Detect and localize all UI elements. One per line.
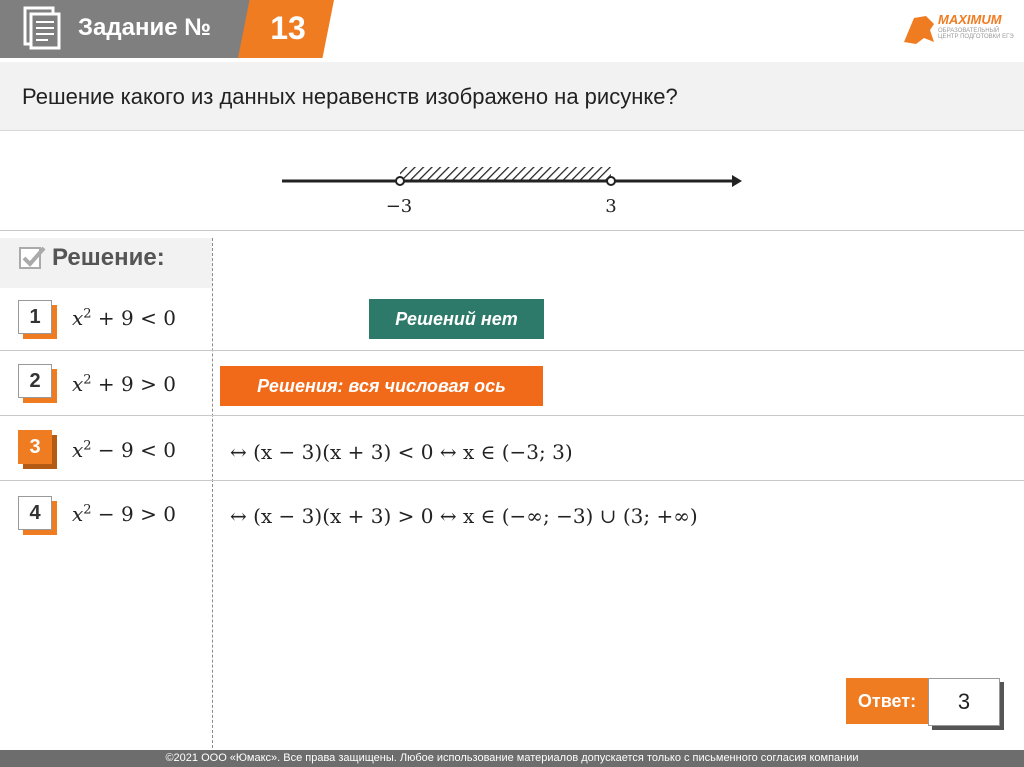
option-2-box[interactable] [18,364,52,398]
row-divider [0,415,1024,416]
option-4-inequality: $x^2 - 9 > 0$ [72,502,176,526]
option-1-box[interactable] [18,300,52,334]
option-number: 3 [18,430,52,464]
copyright-footer: ©2021 ООО «Юмакс». Все права защищены. Любое использование материалов допускается только с письменного согласия компании [0,750,1024,767]
answer-value: 3 [928,678,1000,726]
option-2-inequality: $x^2 + 9 > 0$ [72,372,176,396]
tick-label-left: −3 [385,196,413,217]
question-text: Решение какого из данных неравенств изображено на рисунке? [22,84,678,109]
open-point-right [607,177,615,185]
option-number: 1 [18,300,52,334]
section-divider [0,230,1024,231]
logo-subtext: ОБРАЗОВАТЕЛЬНЫЙ ЦЕНТР ПОДГОТОВКИ ЕГЭ [938,28,1014,40]
page-title: Задание № [78,14,211,41]
result-no-solutions: Решений нет [369,299,544,339]
checkbox-checked-icon [18,244,46,272]
logo-text: MAXIMUM [938,12,1002,27]
tick-label-right: 3 [605,196,617,217]
option-4-box[interactable] [18,496,52,530]
column-divider [212,238,213,748]
document-icon [22,6,62,50]
option-3-box-selected[interactable] [18,430,52,464]
axis-arrow-icon [732,175,742,187]
option-number: 2 [18,364,52,398]
open-point-left [396,177,404,185]
result-all-reals: Решения: вся числовая ось [220,366,543,406]
row-divider [0,480,1024,481]
row-divider [0,350,1024,351]
option-3-solution: ↔ (x − 3)(x + 3) < 0 ↔ x ∈ (−3; 3) [230,440,573,464]
number-line-figure [270,150,760,220]
option-4-solution: ↔ (x − 3)(x + 3) > 0 ↔ x ∈ (−∞; −3) ∪ (3; +∞) [230,504,698,528]
header-bar [0,0,1024,60]
option-number: 4 [18,496,52,530]
answer-label: Ответ: [846,678,928,724]
shaded-interval [400,167,611,180]
option-1-inequality: $x^2 + 9 < 0$ [72,306,176,330]
option-3-inequality: $x^2 - 9 < 0$ [72,438,176,462]
task-number: 13 [270,10,306,46]
solution-label: Решение: [52,244,165,271]
